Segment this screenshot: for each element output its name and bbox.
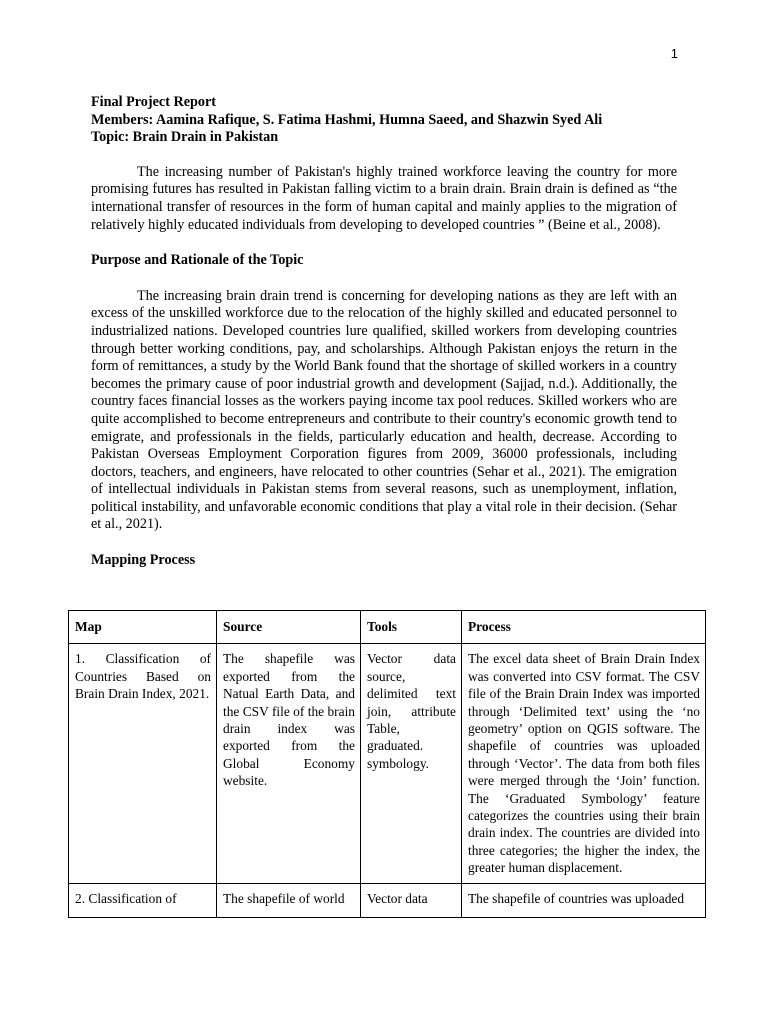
header-source: Source [217,611,361,644]
header-process: Process [462,611,706,644]
header-map: Map [69,611,217,644]
report-members: Members: Aamina Rafique, S. Fatima Hashmi, Humna Saeed, and Shazwin Syed Ali [91,111,603,128]
cell-process: The excel data sheet of Brain Drain Index was converted into CSV format. The CSV file of the Brain Drain Index was imported through ‘Delimited text’ using the ‘no geometry’ option on QGIS software. The shapefile of countries was uploaded through ‘Vector’. The data from both files were merged through the ‘Join’ function. The ‘Graduated Symbology’ feature categorizes the countries using their brain drain index. The countries are divided into three categories; the higher the index, the greater human displacement. [462,644,706,883]
cell-map: 2. Classification of [69,883,217,917]
table-row [69,644,706,883]
cell-tools: Vector data source, delimited text join, attribute Table, graduated. symbology. [361,644,462,883]
cell-source: The shapefile was exported from the Natual Earth Data, and the CSV file of the brain drain index was exported from the Global Economy website. [217,644,361,883]
purpose-paragraph: The increasing brain drain trend is concerning for developing nations as they are left with an excess of the unskilled workforce due to the relocation of the highly skilled and educated personnel to industrialized nations. Developed countries lure qualified, skilled workers from developing countries through better working conditions, pay, and scholarships. Although Pakistan enjoys the return in the form of remittances, a study by the World Bank found that the shortage of skilled workers in a country becomes the primary cause of poor industrial growth and development (Sajjad, n.d.). Additionally, the country faces financial losses as the workers paying income tax pool reduces. Skilled workers who are quite accomplished to become entrepreneurs and contribute to their country's economic growth tend to emigrate, and professionals in the fields, particularly education and health, decrease. According to Pakistan Overseas Employment Corporation figures from 2009, 36000 professionals, including doctors, teachers, and engineers, have relocated to other countries (Sehar et al., 2021). The emigration of intellectual individuals in Pakistan stems from several reasons, such as unemployment, inflation, political instability, and unfavorable economic conditions that play a vital role in their decision. (Sehar et al., 2021). [91,287,677,533]
table-row [69,883,706,917]
header-tools: Tools [361,611,462,644]
report-title: Final Project Report [91,94,217,110]
cell-map: 1. Classification of Countries Based on Brain Drain Index, 2021. [69,644,217,883]
cell-process: The shapefile of countries was uploaded [462,883,706,917]
mapping-process-table [68,610,706,918]
cell-tools: Vector data [361,883,462,917]
table-header-row [69,611,706,644]
cell-source: The shapefile of world [217,883,361,917]
document-body [91,94,677,570]
report-topic: Topic: Brain Drain in Pakistan [91,129,279,146]
purpose-heading: Purpose and Rationale of the Topic [91,252,304,269]
intro-paragraph: The increasing number of Pakistan's highly trained workforce leaving the country for more promising futures has resulted in Pakistan falling victim to a brain drain. Brain drain is defined as “the international transfer of resources in the form of human capital and mainly applies to the migration of relatively highly educated individuals from developing to developed countries ” (Beine et al., 2008). [91,163,677,233]
page-number: 1 [670,46,678,61]
mapping-heading: Mapping Process [91,552,196,569]
